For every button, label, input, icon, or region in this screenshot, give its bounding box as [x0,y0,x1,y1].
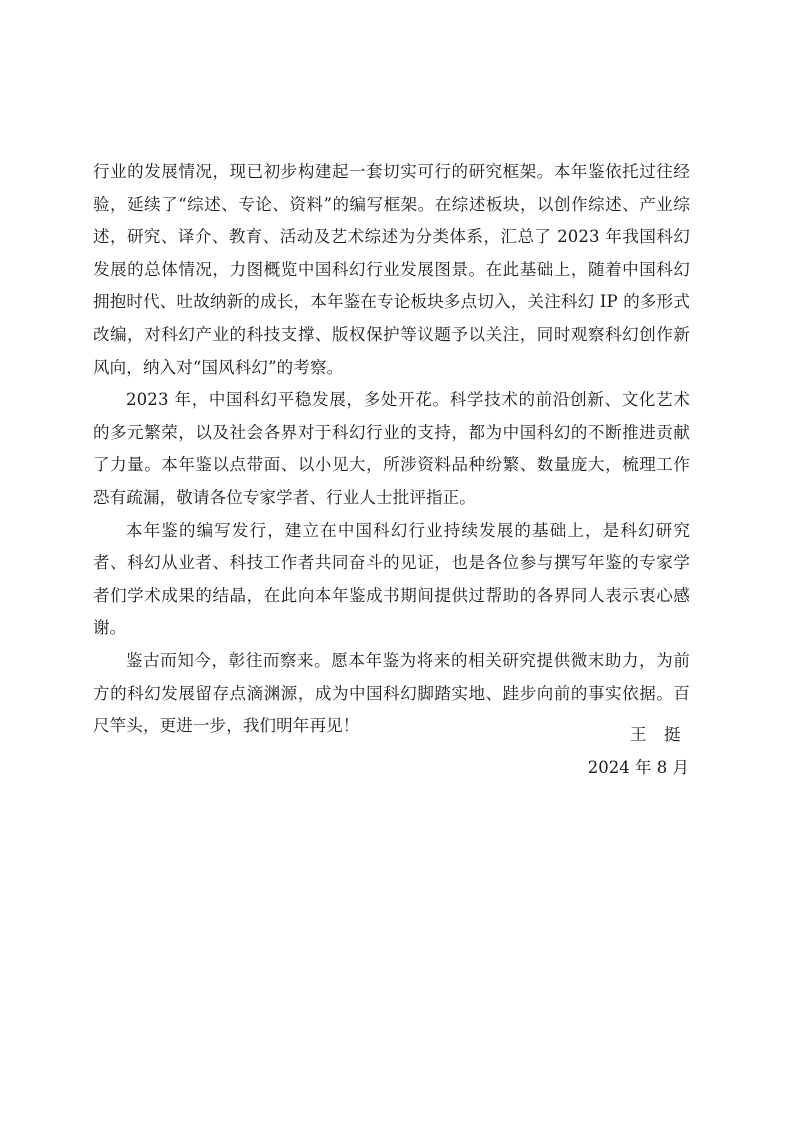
author-name: 王 挺 [630,725,681,744]
paragraph-continued: 行业的发展情况，现已初步构建起一套切实可行的研究框架。本年鉴依托过往经验，延续了“综述、专论、资料”的编写框架。在综述板块，以创作综述、产业综述，研究、译介、教育、活动及艺术综述为分类体系，汇总了 2023 年我国科幻发展的总体情况，力图概览中国科幻行业发展图景。在此基础上，随着中国科幻拥抱时代、吐故纳新的成长，本年鉴在专论板块多点切入，关注科幻 IP 的多形式改编，对科幻产业的科技支撑、版权保护等议题予以关注，同时观察科幻创作新风向，纳入对“国风科幻”的考察。 [93,162,690,377]
signature-date: 2024 年 8 月 [587,757,689,777]
preface-body [93,156,690,743]
signature-block [588,719,689,784]
paragraph-2023-overview: 2023 年，中国科幻平稳发展，多处开花。科学技术的前沿创新、文化艺术的多元繁荣，以及社会各界对于科幻行业的支持，都为中国科幻的不断推进贡献了力量。本年鉴以点带面、以小见大，所涉资料品种纷繁、数量庞大，梳理工作恐有疏漏，敬请各位专家学者、行业人士批评指正。 [93,390,690,507]
paragraph-closing: 鉴古而知今，彰往而察来。愿本年鉴为将来的相关研究提供微末助力，为前方的科幻发展留存点滴渊源，成为中国科幻脚踏实地、跬步向前的事实依据。百尺竿头，更进一步，我们明年再见！ [93,650,690,736]
paragraph-acknowledgement: 本年鉴的编写发行，建立在中国科幻行业持续发展的基础上，是科幻研究者、科幻从业者、科技工作者共同奋斗的见证，也是各位参与撰写年鉴的专家学者们学术成果的结晶，在此向本年鉴成书期间提供过帮助的各界同人表示衷心感谢。 [93,520,690,638]
